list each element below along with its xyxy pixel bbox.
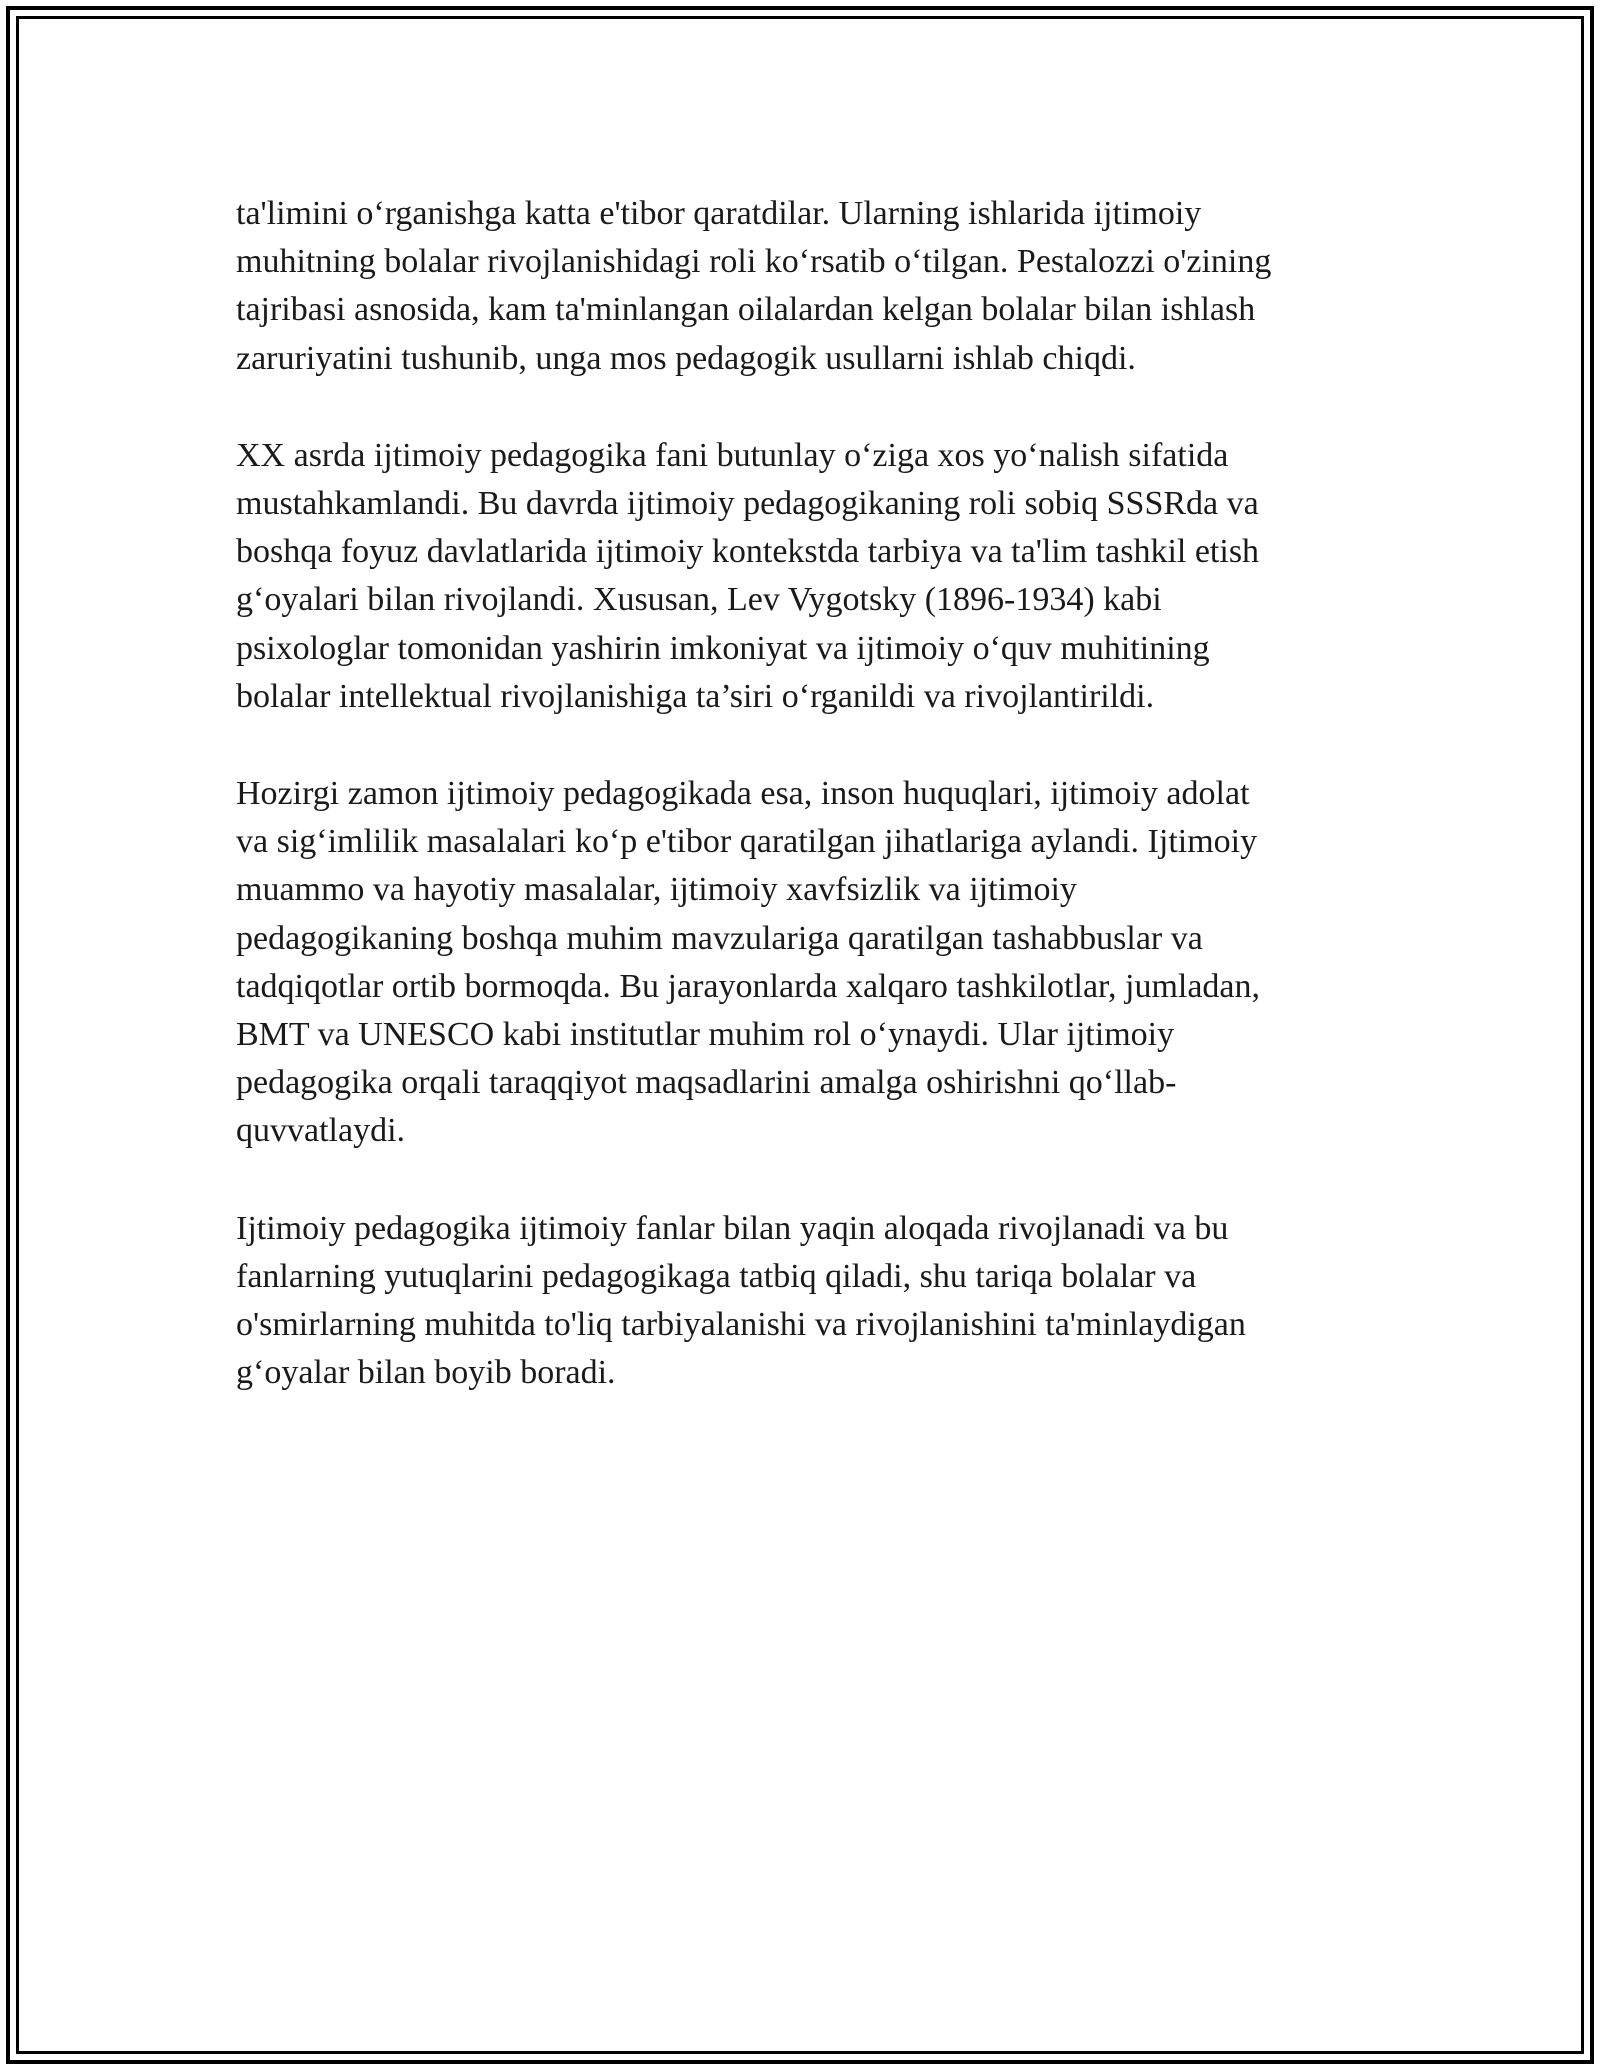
paragraph-1: ta'limini o‘rganishga katta e'tibor qaratdilar. Ularning ishlarida ijtimoiy muhitning bolalar rivojlanishidagi roli ko‘rsatib o‘tilgan. Pestalozzi o'zining tajribasi asnosida, kam ta'minlangan oilalardan kelgan bolalar bilan ishlash zaruriyatini tushunib, unga mos pedagogik usullarni ishlab chiqdi. — [236, 195, 1272, 377]
paragraph-3: Hozirgi zamon ijtimoiy pedagogikada esa, inson huquqlari, ijtimoiy adolat va sig‘imlilik masalalari ko‘p e'tibor qaratilgan jihatlariga aylandi. Ijtimoiy muammo va hayotiy masalalar, ijtimoiy xavfsizlik va ijtimoiy pedagogikaning boshqa muhim mavzulariga qaratilgan tashabbuslar va tadqiqotlar ortib bormoqda. Bu jarayonlarda xalqaro tashkilotlar, jumladan, BMT va UNESCO kabi institutlar muhim rol o‘ynaydi. Ular ijtimoiy pedagogika orqali taraqqiyot maqsadlarini amalga oshirishni qo‘llab- quvvatlaydi. — [236, 775, 1261, 1150]
paragraph-4: Ijtimoiy pedagogika ijtimoiy fanlar bilan yaqin aloqada rivojlanadi va bu fanlarning yutuqlarini pedagogikaga tatbiq qiladi, shu tariqa bolalar va o'smirlarning muhitda to'liq tarbiyalanishi va rivojlanishini ta'minlaydigan g‘oyalar bilan boyib boradi. — [236, 1209, 1246, 1392]
document-body — [236, 190, 1366, 1446]
paragraph-2: XX asrda ijtimoiy pedagogika fani butunlay o‘ziga xos yo‘nalish sifatida mustahkamlandi. Bu davrda ijtimoiy pedagogikaning roli sobiq SSSRda va boshqa foyuz davlatlarida ijtimoiy kontekstda tarbiya va ta'lim tashkil etish g‘oyalari bilan rivojlandi. Xususan, Lev Vygotsky (1896-1934) kabi psixologlar tomonidan yashirin imkoniyat va ijtimoiy o‘quv muhitining bolalar intellektual rivojlanishiga ta’siri o‘rganildi va rivojlantirildi. — [236, 436, 1260, 715]
